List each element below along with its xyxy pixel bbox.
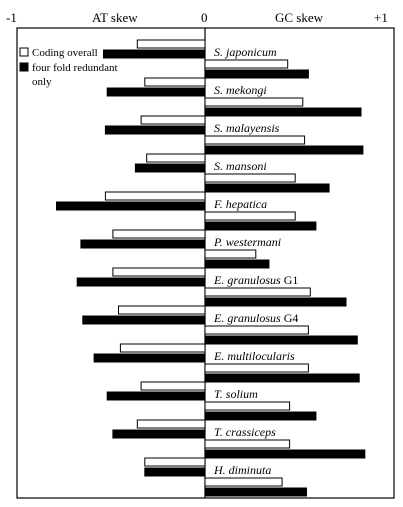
bar-at-coding [145, 78, 205, 86]
bar-at-fourfold [135, 164, 205, 172]
legend-label-fourfold-cont: only [32, 76, 52, 88]
species-name: F. hepatica [214, 197, 268, 211]
bar-at-coding [141, 116, 205, 124]
species-label [213, 273, 298, 287]
bar-gc-coding [205, 60, 288, 68]
species-label [214, 425, 276, 439]
bar-at-coding [105, 192, 205, 200]
bar-gc-coding [205, 478, 282, 486]
bar-gc-fourfold [205, 488, 307, 496]
bar-gc-fourfold [205, 184, 329, 192]
species-name: S. malayensis [214, 121, 280, 135]
bar-at-fourfold [107, 88, 205, 96]
species-name: E. multilocularis [214, 349, 295, 363]
bar-gc-coding [205, 288, 310, 296]
tick-label-zero: 0 [201, 10, 208, 25]
species-label [213, 197, 267, 211]
bar-at-coding [137, 40, 205, 48]
bar-gc-coding [205, 136, 305, 144]
bar-gc-coding [205, 98, 303, 106]
species-label [214, 121, 280, 135]
bar-gc-coding [205, 440, 290, 448]
species-name: S. mansoni [214, 159, 267, 173]
legend [20, 47, 118, 88]
tick-label-min: -1 [6, 10, 17, 25]
bar-at-fourfold [81, 240, 205, 248]
bar-gc-coding [205, 174, 295, 182]
bar-gc-fourfold [205, 70, 308, 78]
species-name: S. japonicum [214, 45, 277, 59]
bar-gc-fourfold [205, 450, 365, 458]
species-name: E. granulosus [214, 273, 281, 287]
bar-at-fourfold [107, 392, 205, 400]
species-label [213, 311, 298, 325]
bar-at-coding [145, 458, 205, 466]
species-name: S. mekongi [214, 83, 267, 97]
legend-swatch-fourfold [20, 63, 28, 71]
species-name: E. granulosus [214, 311, 281, 325]
bar-gc-coding [205, 326, 308, 334]
bar-gc-fourfold [205, 260, 269, 268]
bar-gc-coding [205, 212, 295, 220]
bar-gc-fourfold [205, 412, 316, 420]
bar-at-fourfold [94, 354, 205, 362]
species-label [214, 159, 267, 173]
species-label [213, 235, 281, 249]
bars-group [57, 40, 365, 496]
legend-swatch-coding [20, 48, 28, 56]
bar-at-fourfold [145, 468, 205, 476]
bar-gc-fourfold [205, 336, 357, 344]
bar-gc-fourfold [205, 146, 363, 154]
species-label [214, 387, 258, 401]
species-suffix: G1 [280, 273, 299, 287]
species-label [214, 45, 277, 59]
legend-label-coding: Coding overall [32, 47, 98, 59]
bar-gc-fourfold [205, 222, 316, 230]
bar-at-coding [119, 306, 206, 314]
bar-gc-coding [205, 364, 308, 372]
bar-gc-coding [205, 250, 256, 258]
bar-at-coding [113, 268, 205, 276]
bar-gc-fourfold [205, 374, 359, 382]
tick-label-max: +1 [374, 10, 388, 25]
bar-at-fourfold [105, 126, 205, 134]
bar-at-fourfold [104, 50, 206, 58]
bar-at-coding [147, 154, 205, 162]
species-label [213, 463, 271, 477]
species-label [213, 349, 295, 363]
bar-at-fourfold [113, 430, 205, 438]
bar-at-coding [141, 382, 205, 390]
species-label [214, 83, 267, 97]
species-name: H. diminuta [214, 463, 272, 477]
bar-at-fourfold [77, 278, 205, 286]
bar-at-fourfold [83, 316, 205, 324]
axis-label-gc-skew: GC skew [275, 10, 324, 25]
bar-gc-fourfold [205, 298, 346, 306]
species-suffix: G4 [280, 311, 299, 325]
species-name: T. crassiceps [214, 425, 276, 439]
axis-label-at-skew: AT skew [92, 10, 138, 25]
bar-at-coding [120, 344, 205, 352]
bar-at-coding [137, 420, 205, 428]
legend-label-fourfold: four fold redundant [32, 62, 118, 74]
bar-gc-fourfold [205, 108, 361, 116]
bar-gc-coding [205, 402, 290, 410]
species-name: P. westermani [214, 235, 282, 249]
species-name: T. solium [214, 387, 258, 401]
bar-at-coding [113, 230, 205, 238]
bar-at-fourfold [57, 202, 206, 210]
